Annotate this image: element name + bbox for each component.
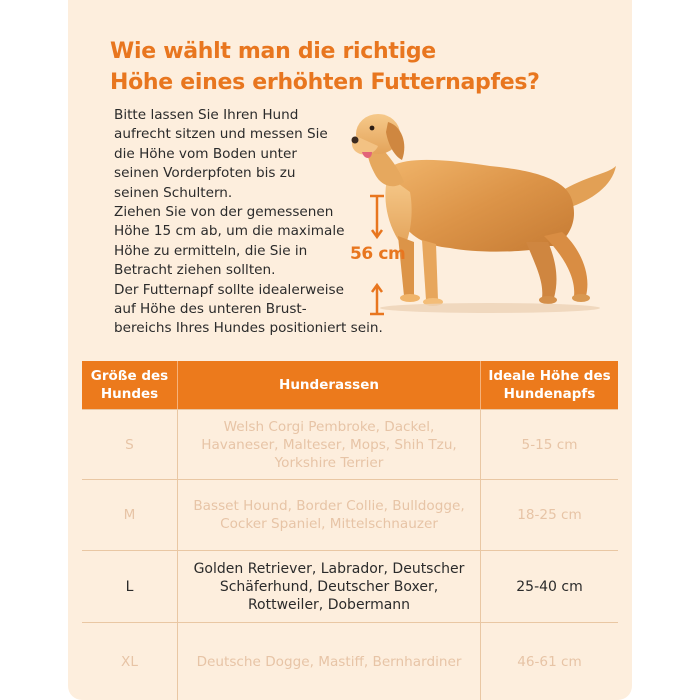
row-height: 25-40 cm bbox=[516, 578, 583, 595]
intro-line: Höhe 15 cm ab, um die maximale bbox=[114, 223, 345, 240]
row-breeds: Welsh Corgi Pembroke, Dackel, Havaneser, Malteser, Mops, Shih Tzu, Yorkshire Terrier bbox=[177, 410, 481, 479]
title-line-1: Wie wählt man die richtige bbox=[110, 39, 436, 64]
height-measure-label: 56 cm bbox=[350, 244, 406, 264]
row-height: 18-25 cm bbox=[517, 507, 582, 523]
header-size: Größe des Hundes bbox=[90, 368, 169, 402]
intro-line: bereichs Ihres Hundes positioniert sein. bbox=[114, 320, 383, 337]
intro-line: Bitte lassen Sie Ihren Hund bbox=[114, 107, 299, 123]
row-breeds: Golden Retriever, Labrador, Deutscher Schäferhund, Deutscher Boxer, Rottweiler, Dobermann bbox=[177, 551, 481, 622]
row-size: L bbox=[125, 578, 134, 595]
table-row bbox=[82, 409, 618, 479]
row-size: XL bbox=[121, 653, 138, 670]
row-breeds: Deutsche Dogge, Mastiff, Bernhardiner bbox=[177, 623, 481, 700]
title-line-2: Höhe eines erhöhten Futternapfes? bbox=[110, 70, 540, 95]
header-height: Ideale Höhe des Hundenapfs bbox=[488, 368, 611, 402]
table-row bbox=[82, 622, 618, 700]
intro-line: auf Höhe des unteren Brust- bbox=[114, 301, 307, 318]
row-breeds: Basset Hound, Border Collie, Bulldogge, Cocker Spaniel, Mittelschnauzer bbox=[177, 480, 481, 550]
table-row bbox=[82, 550, 618, 622]
intro-line: die Höhe vom Boden unter bbox=[114, 145, 297, 162]
table-header bbox=[82, 361, 618, 409]
size-table bbox=[82, 361, 618, 700]
intro-line: seinen Schultern. bbox=[114, 184, 233, 201]
table-row bbox=[82, 479, 618, 550]
intro-line: Betracht ziehen sollten. bbox=[114, 262, 276, 279]
page-title bbox=[110, 36, 580, 98]
intro-line: Der Futternapf sollte idealerweise bbox=[114, 281, 344, 298]
row-height: 46-61 cm bbox=[517, 653, 582, 670]
intro-line: Ziehen Sie von der gemessenen bbox=[114, 204, 334, 221]
header-breeds: Hunderassen bbox=[177, 361, 481, 409]
row-size: S bbox=[125, 436, 134, 453]
row-size: M bbox=[123, 507, 136, 523]
intro-line: aufrecht sitzen und messen Sie bbox=[114, 126, 328, 143]
row-height: 5-15 cm bbox=[521, 436, 578, 453]
intro-line: Höhe zu ermitteln, die Sie in bbox=[114, 242, 308, 259]
intro-line: seinen Vorderpfoten bis zu bbox=[114, 165, 296, 182]
